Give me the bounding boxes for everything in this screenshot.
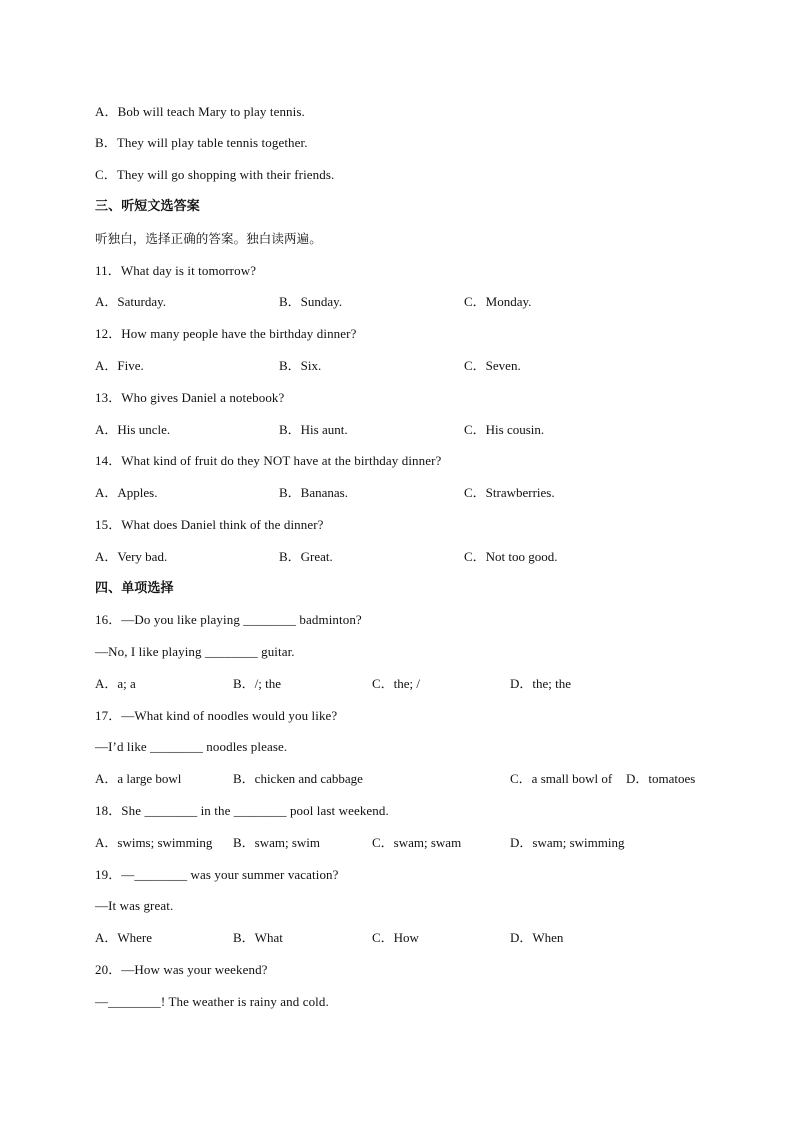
prev-option-b: B．They will play table tennis together.: [95, 135, 308, 150]
question-13-option-c: C．His cousin.: [464, 422, 545, 437]
question-18-option-b: B．swam; swim: [233, 835, 321, 850]
section-4-heading: 四、单项选择: [95, 581, 174, 596]
question-18-option-d: D．swam; swimming: [510, 835, 625, 850]
question-20-line-1: 20．—How was your weekend?: [95, 962, 268, 977]
question-12-stem: 12．How many people have the birthday dinner?: [95, 326, 357, 341]
question-13-option-a: A．His uncle.: [95, 422, 171, 437]
question-15-stem: 15．What does Daniel think of the dinner?: [95, 517, 324, 532]
question-16-option-d: D．the; the: [510, 676, 572, 691]
question-19-option-a: A．Where: [95, 930, 153, 945]
question-12-option-a: A．Five.: [95, 358, 144, 373]
section-3-heading: 三、听短文选答案: [95, 199, 200, 214]
question-11-stem: 11．What day is it tomorrow?: [95, 263, 257, 278]
question-16-line-2: —No, I like playing ________ guitar.: [95, 644, 295, 659]
question-16-option-a: A．a; a: [95, 676, 136, 691]
question-18-option-a: A．swims; swimming: [95, 835, 213, 850]
question-14-option-c: C．Strawberries.: [464, 485, 555, 500]
question-11-option-c: C．Monday.: [464, 294, 532, 309]
question-19-line-1: 19．—________ was your summer vacation?: [95, 867, 339, 882]
question-18-option-c: C．swam; swam: [372, 835, 462, 850]
question-17-line-2: —I’d like ________ noodles please.: [95, 739, 288, 754]
question-19-option-c: C．How: [372, 930, 419, 945]
question-11-option-a: A．Saturday.: [95, 294, 167, 309]
question-14-option-b: B．Bananas.: [279, 485, 348, 500]
question-17-option-b: B．chicken and cabbage: [233, 771, 363, 786]
question-19-option-d: D．When: [510, 930, 564, 945]
question-15-option-b: B．Great.: [279, 549, 333, 564]
question-17-option-a: A．a large bowl: [95, 771, 182, 786]
question-11-option-b: B．Sunday.: [279, 294, 343, 309]
question-15-option-a: A．Very bad.: [95, 549, 168, 564]
question-20-line-2: —________! The weather is rainy and cold.: [95, 994, 329, 1009]
question-19-option-b: B．What: [233, 930, 283, 945]
question-16-line-1: 16．—Do you like playing ________ badminton?: [95, 612, 362, 627]
question-17-option-d: D．tomatoes: [626, 771, 696, 786]
question-12-option-b: B．Six.: [279, 358, 322, 373]
question-18-line-1: 18．She ________ in the ________ pool last weekend.: [95, 803, 389, 818]
question-19-line-2: —It was great.: [95, 898, 174, 913]
prev-option-c: C．They will go shopping with their friends.: [95, 167, 335, 182]
question-16-option-b: B．/; the: [233, 676, 282, 691]
question-15-option-c: C．Not too good.: [464, 549, 558, 564]
question-13-option-b: B．His aunt.: [279, 422, 348, 437]
prev-option-a: A．Bob will teach Mary to play tennis.: [95, 104, 305, 119]
question-16-option-c: C．the; /: [372, 676, 421, 691]
section-3-instruction: 听独白，选择正确的答案。独白读两遍。: [95, 231, 322, 246]
question-12-option-c: C．Seven.: [464, 358, 521, 373]
question-14-option-a: A．Apples.: [95, 485, 158, 500]
question-17-line-1: 17．—What kind of noodles would you like?: [95, 708, 338, 723]
question-17-option-c: C．a small bowl of: [510, 771, 613, 786]
question-14-stem: 14．What kind of fruit do they NOT have at the birthday dinner?: [95, 453, 442, 468]
question-13-stem: 13．Who gives Daniel a notebook?: [95, 390, 285, 405]
